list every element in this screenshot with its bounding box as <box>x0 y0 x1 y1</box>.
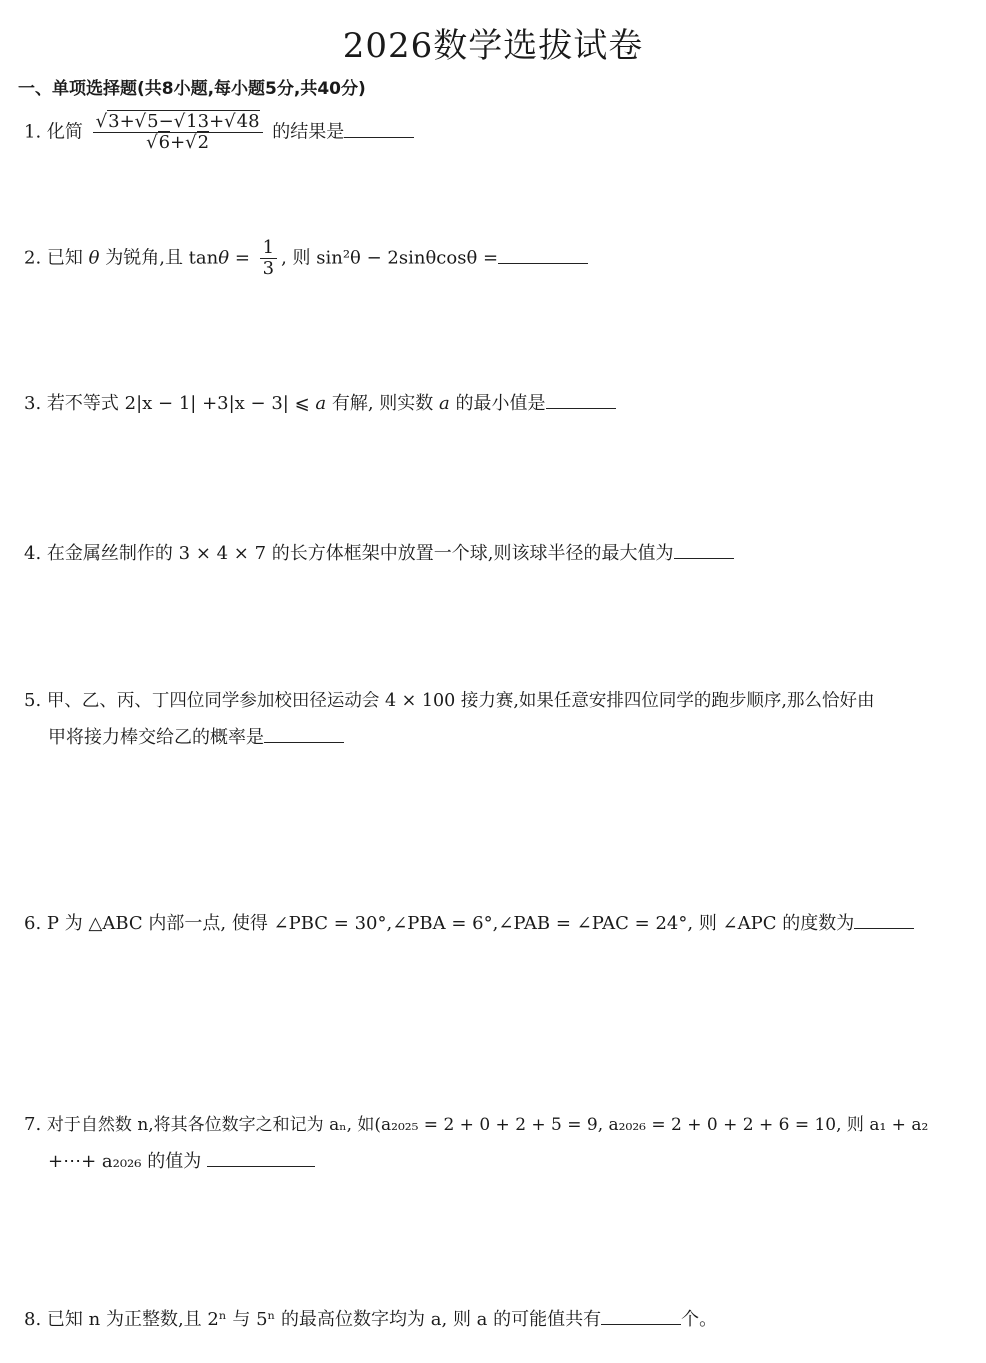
question-prefix: 化简 <box>46 121 83 143</box>
question-8 <box>24 1306 717 1333</box>
question-number: 8. <box>24 1309 42 1330</box>
section-heading: 一、单项选择题(共8小题,每小题5分,共40分) <box>18 79 366 99</box>
question-7 <box>24 1112 928 1138</box>
question-number: 3. <box>24 393 42 414</box>
variable-a: a <box>315 393 327 414</box>
answer-blank[interactable] <box>498 245 588 264</box>
question-text: 若不等式 2|x − 1| +3|x − 3| ⩽ <box>46 393 316 414</box>
question-3 <box>24 390 616 417</box>
question-text: 在金属丝制作的 3 × 4 × 7 的长方体框架中放置一个球,则该球半径的最大值为 <box>46 543 674 564</box>
question-number: 1. <box>24 121 42 143</box>
question-text: 甲、乙、丙、丁四位同学参加校田径运动会 4 × 100 接力赛,如果任意安排四位同学的跑步顺序,那么恰好由 <box>46 691 875 711</box>
question-text: 为锐角,且 tan <box>105 247 219 269</box>
answer-blank[interactable] <box>601 1306 681 1325</box>
question-2 <box>24 238 588 279</box>
fraction <box>260 238 277 279</box>
question-7-line-2 <box>24 1148 315 1175</box>
answer-blank[interactable] <box>546 390 616 409</box>
variable-a: a <box>439 393 450 414</box>
question-text: 的最小值是 <box>449 393 546 414</box>
question-suffix: 个。 <box>681 1309 718 1330</box>
question-text: , 则 sin²θ − 2sinθcosθ = <box>281 247 499 269</box>
question-number: 5. <box>24 690 42 711</box>
answer-blank[interactable] <box>854 910 914 929</box>
fraction-denominator: 3 <box>262 258 275 279</box>
question-suffix: 的结果是 <box>272 121 345 143</box>
question-text: 有解, 则实数 <box>326 393 440 414</box>
question-text: P 为 △ABC 内部一点, 使得 ∠PBC = 30°,∠PBA = 6°,∠PAB = ∠PAC = 24°, 则 ∠APC 的度数为 <box>46 913 855 934</box>
question-text: 甲将接力棒交给乙的概率是 <box>48 727 264 748</box>
question-6 <box>24 910 914 937</box>
question-text: 已知 n 为正整数,且 2ⁿ 与 5ⁿ 的最高位数字均为 a, 则 a 的可能值共有 <box>46 1309 602 1330</box>
question-text: +⋯+ a₂₀₂₆ 的值为 <box>48 1151 202 1172</box>
question-5-line-2 <box>24 724 344 751</box>
question-number: 4. <box>24 543 42 564</box>
radical-fraction: $\frac{√3+√5-√13+√48}{√6+√2}$ <box>93 112 263 153</box>
question-5 <box>24 688 875 714</box>
question-number: 6. <box>24 913 42 934</box>
answer-blank[interactable] <box>344 119 414 138</box>
theta-symbol: θ <box>218 247 230 269</box>
theta-symbol: θ <box>88 247 100 269</box>
answer-blank[interactable] <box>674 540 734 559</box>
question-4 <box>24 540 734 567</box>
answer-blank[interactable] <box>264 724 344 743</box>
equals-sign: = <box>229 247 250 269</box>
fraction-numerator: 1 <box>260 238 277 259</box>
page-title: 2026数学选拔试卷 <box>342 26 644 66</box>
question-text: 已知 <box>46 247 83 269</box>
question-number: 7. <box>24 1114 42 1135</box>
question-text: 对于自然数 n,将其各位数字之和记为 aₙ, 如(a₂₀₂₅ = 2 + 0 + 2 + 5 = 9, a₂₀₂₆ = 2 + 0 + 2 + 6 = 10, 则 a₁ + a₂ <box>46 1115 929 1135</box>
answer-blank[interactable] <box>207 1148 315 1167</box>
question-number: 2. <box>24 247 42 269</box>
question-1 <box>24 112 414 153</box>
